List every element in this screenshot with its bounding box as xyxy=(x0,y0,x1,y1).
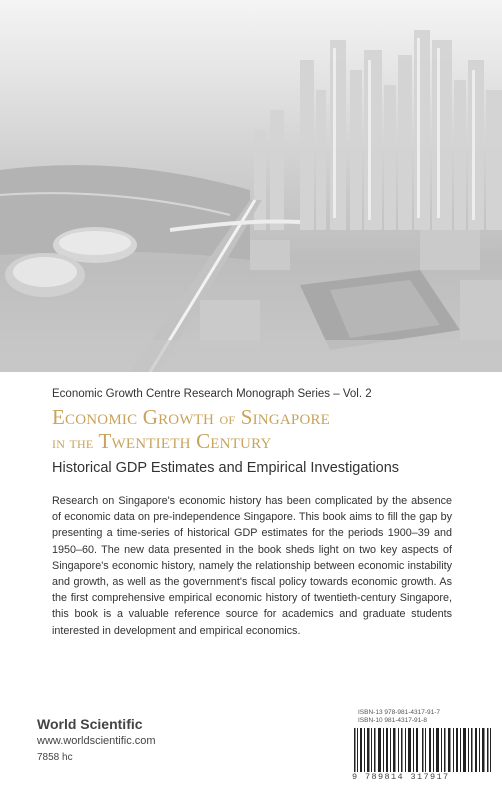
singapore-skyline-photo xyxy=(0,0,502,372)
title-line1-part1: Economic Growth xyxy=(52,405,215,429)
title-line1-part2: of xyxy=(219,409,236,428)
publisher-name: World Scientific xyxy=(37,716,143,732)
book-description: Research on Singapore's economic history has been complicated by the absence of economic data on pre-independence Singapore. This book aims to fill the gap by presenting a time-series of historical GDP estimates for the periods 1900–39 and 1950–60. The new data presented in the book sheds light on two key aspects of Singapore's economic history, namely the relationship between economic instability and growth, as well as the government's fiscal policy towards economic growth. As the first comprehensive empirical economic history of twentieth-century Singapore, this book is a valuable reference source for academics and graduate students interested in development and empirical economics. xyxy=(52,495,452,637)
title-line1-part3: Singapore xyxy=(240,405,331,429)
book-title xyxy=(52,406,482,454)
title-line2-part1: in the xyxy=(52,433,94,452)
publisher-url: www.worldscientific.com xyxy=(37,735,156,747)
product-code: 7858 hc xyxy=(37,752,73,763)
book-subtitle: Historical GDP Estimates and Empirical Investigations xyxy=(52,460,400,476)
barcode-number: 9 789814 317917 xyxy=(352,772,498,782)
skyline-illustration xyxy=(0,0,502,372)
isbn-13: ISBN-13 978-981-4317-91-7 xyxy=(358,709,441,716)
title-line2-part2: Twentieth Century xyxy=(98,429,272,453)
isbn-block xyxy=(358,709,498,725)
series-title: Economic Growth Centre Research Monograph Series – Vol. 2 xyxy=(52,388,372,400)
isbn-10: ISBN-10 981-4317-91-8 xyxy=(358,717,428,724)
